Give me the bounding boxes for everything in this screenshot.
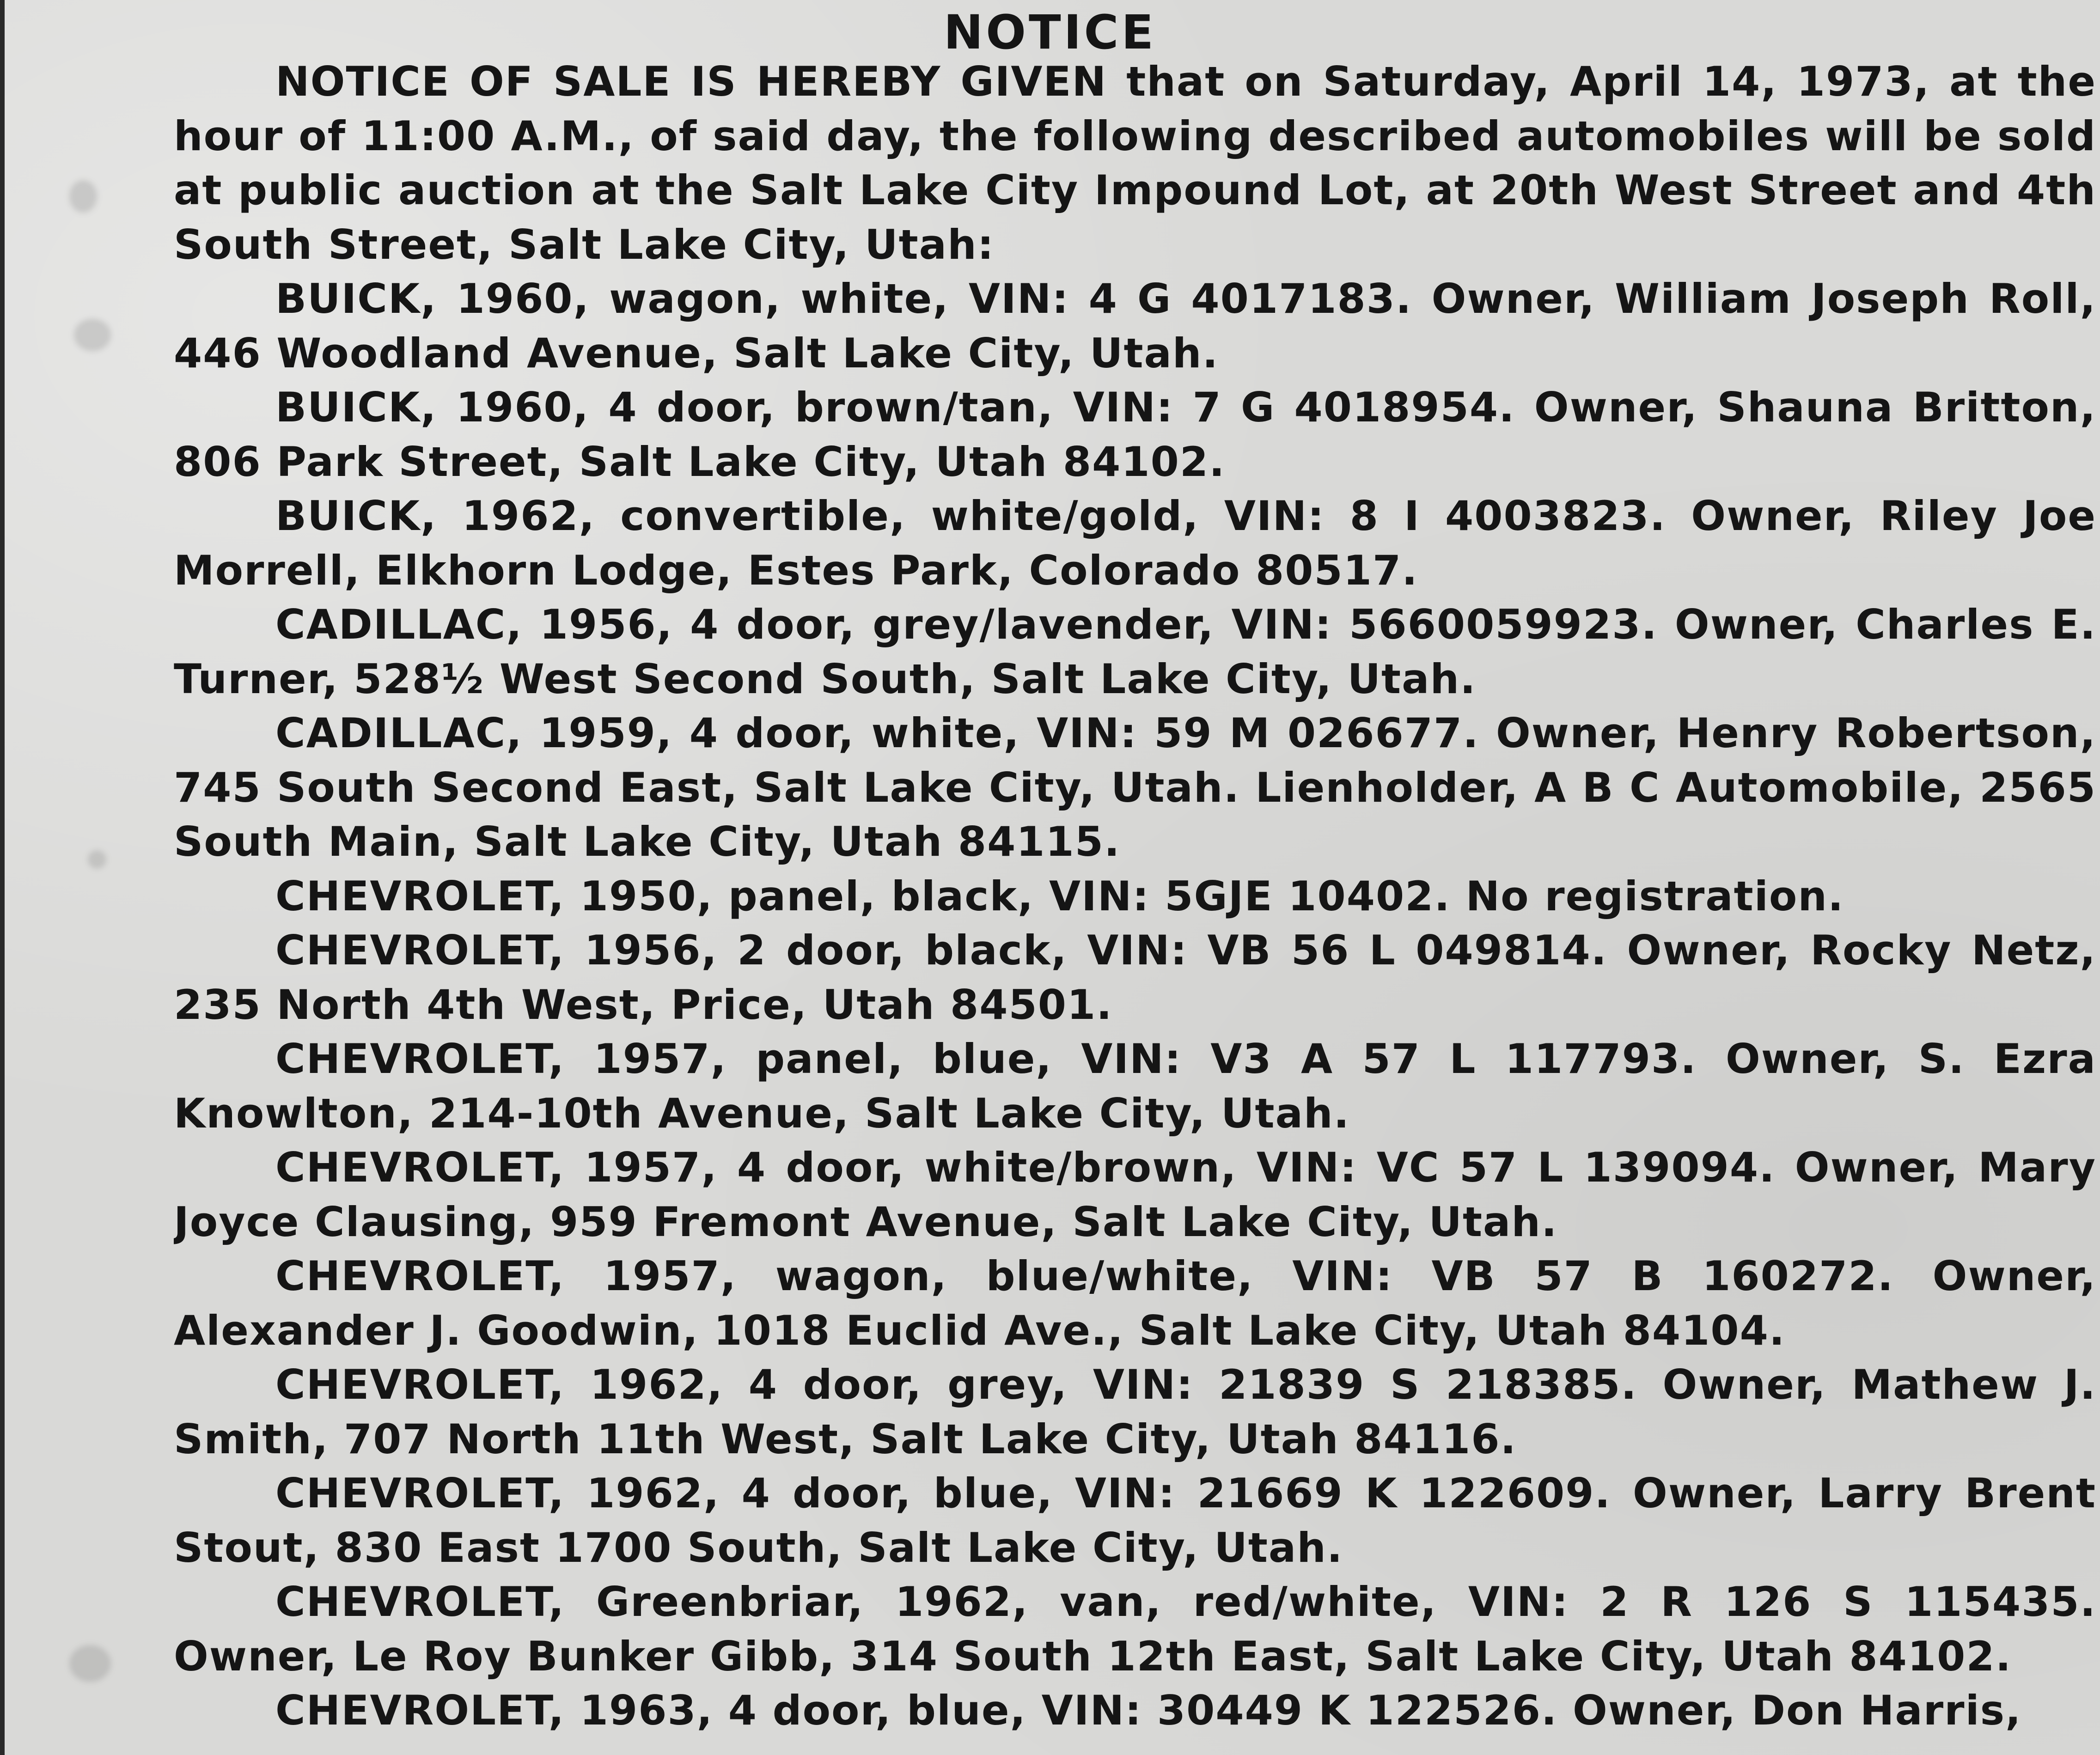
vehicle-listing: CADILLAC, 1956, 4 door, grey/lavender, VIN: 5660059923. Owner, Charles E. Turner, 528½ West Second South, Salt Lake City, Utah. xyxy=(174,601,2096,703)
ink-smudge xyxy=(74,319,111,351)
vehicle-listing: CHEVROLET, 1963, 4 door, blue, VIN: 30449 K 122526. Owner, Don Harris, xyxy=(275,1687,2022,1734)
notice-body xyxy=(174,55,2096,1755)
vehicle-listing: CHEVROLET, 1957, panel, blue, VIN: V3 A 57 L 117793. Owner, S. Ezra Knowlton, 214-10th Avenue, Salt Lake City, Utah. xyxy=(174,1035,2096,1137)
vehicle-listing: CHEVROLET, 1956, 2 door, black, VIN: VB 56 L 049814. Owner, Rocky Netz, 235 North 4th West, Price, Utah 84501. xyxy=(174,926,2096,1029)
ink-smudge xyxy=(69,180,97,213)
scan-edge xyxy=(0,0,5,1755)
vehicle-listing: BUICK, 1960, wagon, white, VIN: 4 G 4017183. Owner, William Joseph Roll, 446 Woodland Avenue, Salt Lake City, Utah. xyxy=(174,275,2096,377)
vehicle-listing: CADILLAC, 1959, 4 door, white, VIN: 59 M 026677. Owner, Henry Robertson, 745 South Second East, Salt Lake City, Utah. Lienholder, A B C Automobile, 2565 South Main, Salt Lake City, Utah 84115. xyxy=(174,709,2096,865)
vehicle-listing: CHEVROLET, 1957, 4 door, white/brown, VIN: VC 57 L 139094. Owner, Mary Joyce Clausing, 959 Fremont Avenue, Salt Lake City, Utah. xyxy=(174,1144,2096,1246)
vehicle-listing: CHEVROLET, 1950, panel, black, VIN: 5GJE 10402. No registration. xyxy=(275,872,1844,920)
vehicle-listing: CHEVROLET, 1962, 4 door, grey, VIN: 21839 S 218385. Owner, Mathew J. Smith, 707 North 11th West, Salt Lake City, Utah 84116. xyxy=(174,1361,2096,1463)
vehicle-listing: BUICK, 1962, convertible, white/gold, VIN: 8 I 4003823. Owner, Riley Joe Morrell, Elkhorn Lodge, Estes Park, Colorado 80517. xyxy=(174,492,2096,594)
vehicle-listing: BUICK, 1960, 4 door, brown/tan, VIN: 7 G 4018954. Owner, Shauna Britton, 806 Park Street, Salt Lake City, Utah 84102. xyxy=(174,384,2096,486)
vehicle-listing: CHEVROLET, 1962, 4 door, blue, VIN: 21669 K 122609. Owner, Larry Brent Stout, 830 East 1700 South, Salt Lake City, Utah. xyxy=(174,1469,2096,1572)
vehicle-listing: CHEVROLET, 1957, wagon, blue/white, VIN: VB 57 B 160272. Owner, Alexander J. Goodwin, 1018 Euclid Ave., Salt Lake City, Utah 84104. xyxy=(174,1252,2096,1354)
vehicle-listing: CHEVROLET, Greenbriar, 1962, van, red/white, VIN: 2 R 126 S 115435. Owner, Le Roy Bunker Gibb, 314 South 12th East, Salt Lake City, Utah 84102. xyxy=(174,1578,2096,1680)
ink-smudge xyxy=(88,850,106,869)
notice-title: NOTICE xyxy=(943,5,1157,60)
notice-intro-paragraph: NOTICE OF SALE IS HEREBY GIVEN that on Saturday, April 14, 1973, at the hour of 11:00 A.M., of said day, the following described automobiles will be sold at public auction at the Salt Lake City Impound Lot, at 20th West Street and 4th South Street, Salt Lake City, Utah: xyxy=(174,58,2096,268)
ink-smudge xyxy=(69,1645,111,1682)
